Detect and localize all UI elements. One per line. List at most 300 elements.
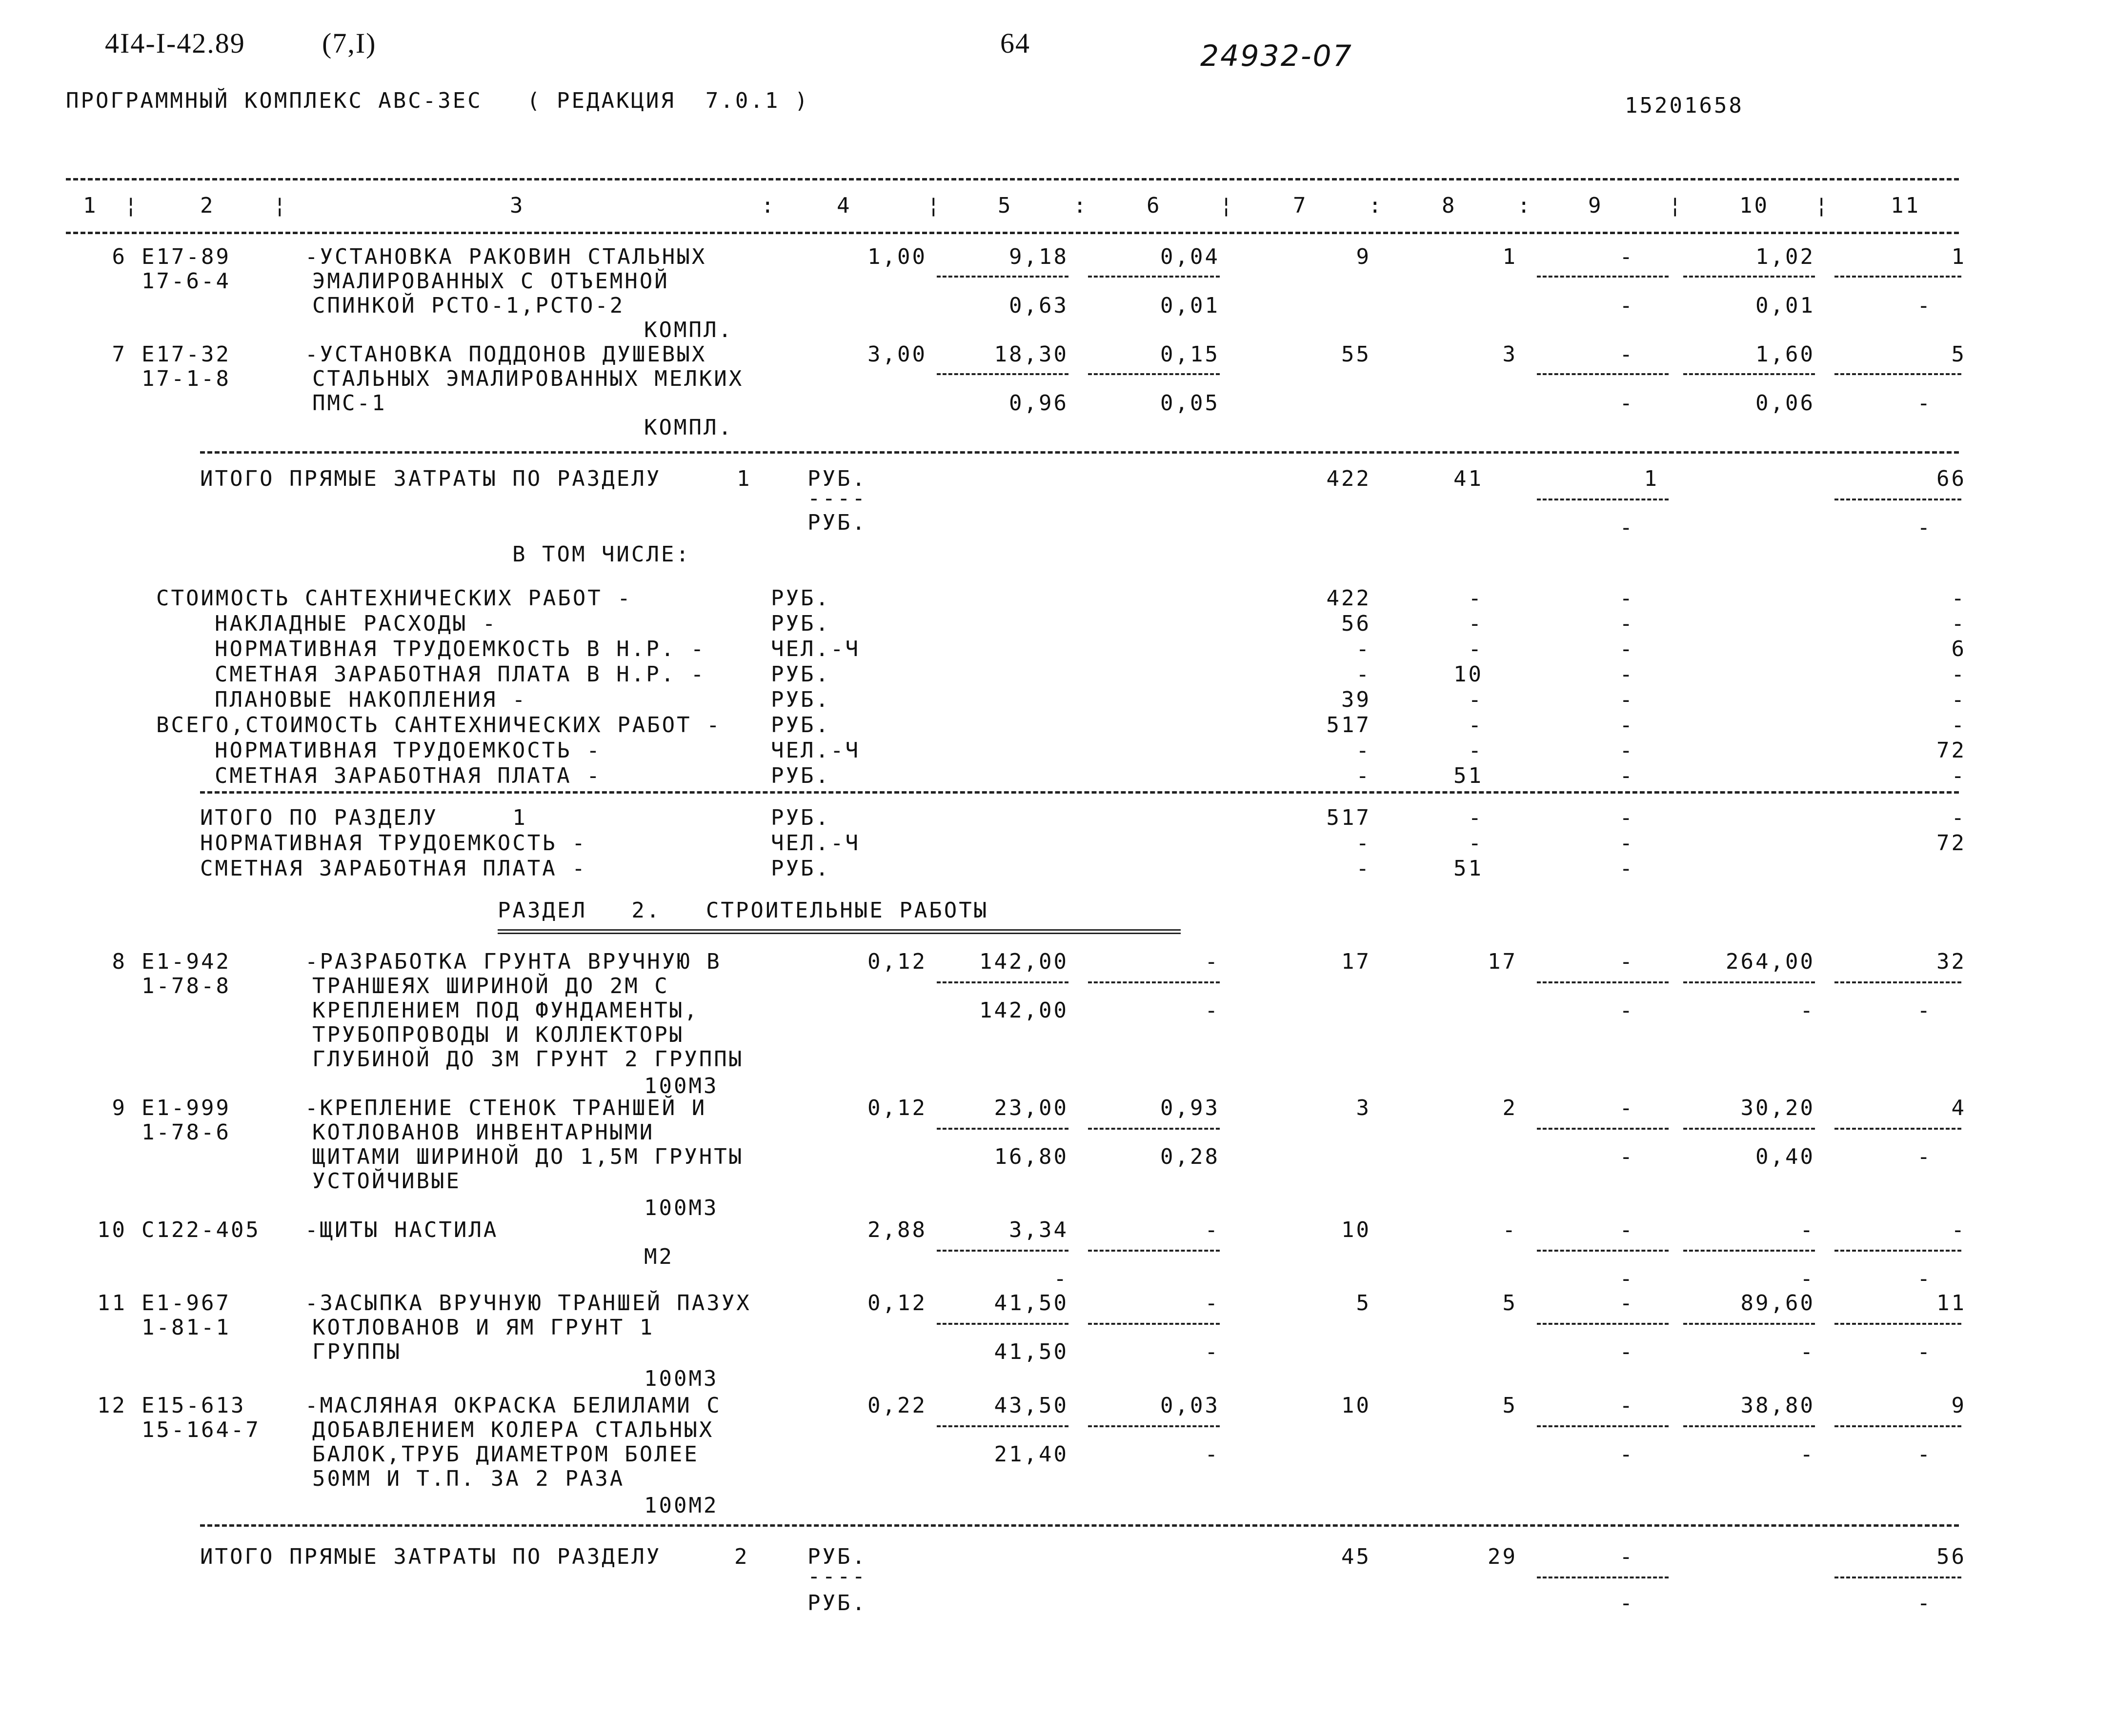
labor-per-unit: 38,80 bbox=[1740, 1393, 1815, 1418]
section2-title: РАЗДЕЛ 2. СТРОИТЕЛЬНЫЕ РАБОТЫ bbox=[498, 898, 989, 923]
labor-per-unit: - bbox=[1800, 1266, 1815, 1291]
cost-label: СМЕТНАЯ ЗАРАБОТНАЯ ПЛАТА - bbox=[215, 763, 602, 788]
total-cost: 17 bbox=[1341, 949, 1371, 974]
subtotal-rule bbox=[1537, 1250, 1669, 1252]
cost-label: СМЕТНАЯ ЗАРАБОТНАЯ ПЛАТА - bbox=[200, 856, 587, 881]
work-name: СПИНКОЙ РСТО-1,РСТО-2 bbox=[312, 293, 625, 318]
col9-value: - bbox=[1619, 1291, 1634, 1316]
subtotal-rule bbox=[937, 276, 1068, 278]
unit-cost-wages: 16,80 bbox=[994, 1144, 1068, 1169]
col9-value: - bbox=[1619, 1393, 1634, 1418]
total-cost: 3 bbox=[1356, 1096, 1371, 1120]
unit-cost: 9,18 bbox=[1009, 244, 1068, 269]
col-header-6: 6 bbox=[1147, 193, 1162, 218]
col9-value: - bbox=[1619, 637, 1634, 661]
work-name: СТАЛЬНЫХ ЭМАЛИРОВАННЫХ МЕЛКИХ bbox=[312, 366, 744, 391]
work-name: -ЗАСЫПКА ВРУЧНУЮ ТРАНШЕЙ ПАЗУХ bbox=[305, 1291, 751, 1316]
labor-total: 72 bbox=[1936, 738, 1966, 763]
col9-value: - bbox=[1619, 1266, 1634, 1291]
col9-value: - bbox=[1619, 1544, 1634, 1569]
labor-per-unit: - bbox=[1800, 1442, 1815, 1467]
col9-value: - bbox=[1619, 586, 1634, 611]
wages-total: - bbox=[1468, 738, 1483, 763]
handwritten-number: 24932-07 bbox=[1200, 39, 1353, 73]
work-name: ТРАНШЕЯХ ШИРИНОЙ ДО 2М С bbox=[312, 974, 669, 998]
labor-per-unit: 1,60 bbox=[1755, 342, 1815, 367]
subtotal-rule bbox=[1683, 1128, 1815, 1130]
norm-code-ref: 15-164-7 bbox=[141, 1417, 261, 1442]
section-number: 2 bbox=[734, 1544, 749, 1569]
wages-total: 10 bbox=[1453, 662, 1483, 687]
work-name: ЩИТАМИ ШИРИНОЙ ДО 1,5М ГРУНТЫ bbox=[312, 1144, 744, 1169]
subtotal-rule bbox=[1683, 276, 1815, 278]
norm-code-ref: 1-78-6 bbox=[141, 1120, 231, 1145]
quantity: 0,12 bbox=[867, 1291, 927, 1316]
subtotal-rule bbox=[937, 1323, 1068, 1325]
unit-label: РУБ. bbox=[771, 611, 830, 636]
subtotal-rule bbox=[1834, 499, 1961, 500]
unit-cost-wages: - bbox=[1053, 1266, 1068, 1291]
total-label: ИТОГО ПРЯМЫЕ ЗАТРАТЫ ПО РАЗДЕЛУ bbox=[200, 466, 662, 491]
labor-total: 32 bbox=[1936, 949, 1966, 974]
wages-total: 5 bbox=[1502, 1291, 1517, 1316]
unit-label: ЧЕЛ.-Ч bbox=[771, 738, 860, 763]
norm-code-ref: 1-78-8 bbox=[141, 974, 231, 998]
machine-cost: 0,03 bbox=[1160, 1393, 1220, 1418]
unit-cost-wages: 0,63 bbox=[1009, 293, 1068, 318]
labor-total: 72 bbox=[1936, 831, 1966, 856]
table-top-rule bbox=[66, 178, 1959, 180]
unit-separator: ---- bbox=[807, 1564, 867, 1589]
work-name: -КРЕПЛЕНИЕ СТЕНОК ТРАНШЕЙ И bbox=[305, 1096, 707, 1120]
labor-total: - bbox=[1917, 1591, 1932, 1616]
col9-value: - bbox=[1619, 342, 1634, 367]
col-divider: : bbox=[1073, 193, 1088, 218]
including-title: В ТОМ ЧИСЛЕ: bbox=[512, 542, 691, 567]
labor-total: - bbox=[1917, 1442, 1932, 1467]
work-name: КРЕПЛЕНИЕМ ПОД ФУНДАМЕНТЫ, bbox=[312, 998, 699, 1023]
col9-value: - bbox=[1619, 293, 1634, 318]
col9-value: - bbox=[1619, 1339, 1634, 1364]
quantity: 1,00 bbox=[867, 244, 927, 269]
work-name: -УСТАНОВКА ПОДДОНОВ ДУШЕВЫХ bbox=[305, 342, 707, 367]
unit-label: 100М3 bbox=[644, 1074, 719, 1098]
subtotal-rule bbox=[937, 1128, 1068, 1130]
subtotal-rule bbox=[1683, 1250, 1815, 1252]
labor-total: - bbox=[1917, 391, 1932, 416]
unit-label: М2 bbox=[644, 1244, 674, 1269]
subtotal-rule bbox=[1537, 276, 1669, 278]
header-bottom-rule bbox=[66, 232, 1959, 234]
total-cost: 10 bbox=[1341, 1217, 1371, 1242]
quantity: 2,88 bbox=[867, 1217, 927, 1242]
col-divider: : bbox=[1517, 193, 1532, 218]
subtotal-rule bbox=[1088, 373, 1220, 375]
labor-total: 56 bbox=[1936, 1544, 1966, 1569]
section-rule bbox=[200, 1524, 1959, 1527]
labor-total: 66 bbox=[1936, 466, 1966, 491]
subtotal-rule bbox=[1537, 1576, 1669, 1578]
unit-separator: ---- bbox=[807, 486, 867, 511]
unit-label: РУБ. bbox=[771, 856, 830, 881]
col9-value: - bbox=[1619, 687, 1634, 712]
subtotal-rule bbox=[1683, 981, 1815, 983]
wages-total: - bbox=[1468, 805, 1483, 830]
subtotal-rule bbox=[1088, 1128, 1220, 1130]
total-cost: - bbox=[1356, 856, 1371, 881]
document-code: 4I4-I-42.89 bbox=[105, 27, 245, 59]
work-name: КОТЛОВАНОВ ИНВЕНТАРНЫМИ bbox=[312, 1120, 655, 1145]
unit-label: ЧЕЛ.-Ч bbox=[771, 831, 860, 856]
machine-cost: 0,04 bbox=[1160, 244, 1220, 269]
unit-cost: 43,50 bbox=[994, 1393, 1068, 1418]
col9-value: - bbox=[1619, 1217, 1634, 1242]
norm-code: E1-999 bbox=[141, 1096, 231, 1120]
unit-label: РУБ. bbox=[807, 510, 867, 535]
work-name: -РАЗРАБОТКА ГРУНТА ВРУЧНУЮ В bbox=[305, 949, 722, 974]
wages-total: 41 bbox=[1453, 466, 1483, 491]
subtotal-rule bbox=[1537, 981, 1669, 983]
col-divider: : bbox=[1369, 193, 1384, 218]
col9-value: - bbox=[1619, 713, 1634, 738]
machine-cost: 0,93 bbox=[1160, 1096, 1220, 1120]
norm-code: C122-405 bbox=[141, 1217, 261, 1242]
labor-total: 6 bbox=[1951, 637, 1966, 661]
subtotal-rule bbox=[1537, 499, 1669, 500]
unit-label: 100М3 bbox=[644, 1366, 719, 1391]
col9-value: - bbox=[1619, 805, 1634, 830]
wages-total: 17 bbox=[1488, 949, 1517, 974]
labor-total: - bbox=[1917, 515, 1932, 540]
cost-label: НОРМАТИВНАЯ ТРУДОЕМКОСТЬ - bbox=[200, 831, 587, 856]
labor-total: 9 bbox=[1951, 1393, 1966, 1418]
col9-value: - bbox=[1619, 1096, 1634, 1120]
work-name: ЭМАЛИРОВАННЫХ С ОТЪЕМНОЙ bbox=[312, 269, 669, 294]
col-divider: : bbox=[761, 193, 776, 218]
cost-label: НАКЛАДНЫЕ РАСХОДЫ - bbox=[215, 611, 498, 636]
labor-per-unit: 264,00 bbox=[1726, 949, 1815, 974]
col-header-11: 11 bbox=[1891, 193, 1920, 218]
subtotal-rule bbox=[937, 373, 1068, 375]
work-name: ТРУБОПРОВОДЫ И КОЛЛЕКТОРЫ bbox=[312, 1022, 685, 1047]
total-cost: - bbox=[1356, 831, 1371, 856]
work-name: ПМС-1 bbox=[312, 391, 387, 416]
labor-total: - bbox=[1917, 1339, 1932, 1364]
subtotal-rule bbox=[937, 1425, 1068, 1427]
item-number: 11 bbox=[97, 1291, 127, 1316]
col9-value: - bbox=[1619, 1442, 1634, 1467]
labor-total: - bbox=[1951, 805, 1966, 830]
labor-total: - bbox=[1951, 1217, 1966, 1242]
labor-total: - bbox=[1917, 1266, 1932, 1291]
unit-cost-wages: 0,96 bbox=[1009, 391, 1068, 416]
document-part: (7,I) bbox=[322, 27, 377, 59]
unit-label: РУБ. bbox=[771, 713, 830, 738]
unit-label: КОМПЛ. bbox=[644, 318, 733, 342]
subtotal-rule bbox=[1537, 1425, 1669, 1427]
section2-title-underline bbox=[498, 929, 1181, 934]
total-cost: 10 bbox=[1341, 1393, 1371, 1418]
norm-code-ref: 17-1-8 bbox=[141, 366, 231, 391]
wages-total: 5 bbox=[1502, 1393, 1517, 1418]
unit-label: РУБ. bbox=[807, 1591, 867, 1616]
col9-value: - bbox=[1619, 515, 1634, 540]
labor-total: - bbox=[1917, 998, 1932, 1023]
section-number: 1 bbox=[737, 466, 752, 491]
item-number: 6 bbox=[112, 244, 127, 269]
unit-label: 100М3 bbox=[644, 1196, 719, 1220]
col9-value: - bbox=[1619, 662, 1634, 687]
labor-per-unit: 0,40 bbox=[1755, 1144, 1815, 1169]
unit-label: РУБ. bbox=[771, 586, 830, 611]
total-cost: 422 bbox=[1326, 586, 1371, 611]
subtotal-rule bbox=[1683, 1323, 1815, 1325]
total-cost: 517 bbox=[1326, 713, 1371, 738]
labor-total: 4 bbox=[1951, 1096, 1966, 1120]
section-rule bbox=[200, 791, 1959, 794]
total-cost: 45 bbox=[1341, 1544, 1371, 1569]
wages-total: - bbox=[1468, 586, 1483, 611]
col9-value: - bbox=[1619, 738, 1634, 763]
unit-label: РУБ. bbox=[771, 805, 830, 830]
unit-cost-wages: 41,50 bbox=[994, 1339, 1068, 1364]
quantity: 0,12 bbox=[867, 949, 927, 974]
subtotal-rule bbox=[1834, 1128, 1961, 1130]
total-cost: 517 bbox=[1326, 805, 1371, 830]
item-number: 9 bbox=[112, 1096, 127, 1120]
labor-total: - bbox=[1951, 586, 1966, 611]
col-divider: ¦ bbox=[1220, 193, 1235, 218]
total-cost: - bbox=[1356, 763, 1371, 788]
norm-code: E17-32 bbox=[141, 342, 231, 367]
col-divider: ¦ bbox=[1669, 193, 1684, 218]
quantity: 3,00 bbox=[867, 342, 927, 367]
wages-total: - bbox=[1468, 831, 1483, 856]
total-cost: 56 bbox=[1341, 611, 1371, 636]
unit-label: РУБ. bbox=[807, 1544, 867, 1569]
unit-label: 100М2 bbox=[644, 1493, 719, 1518]
unit-label: ЧЕЛ.-Ч bbox=[771, 637, 860, 661]
subtotal-rule bbox=[1537, 1128, 1669, 1130]
machine-cost: - bbox=[1205, 1217, 1220, 1242]
work-name: ГРУППЫ bbox=[312, 1339, 402, 1364]
cost-label: ВСЕГО,СТОИМОСТЬ САНТЕХНИЧЕСКИХ РАБОТ - bbox=[156, 713, 722, 738]
machine-cost-wages: - bbox=[1205, 998, 1220, 1023]
machine-cost-wages: 0,01 bbox=[1160, 293, 1220, 318]
subtotal-rule bbox=[1834, 373, 1961, 375]
col-header-1: 1 bbox=[83, 193, 98, 218]
unit-label: РУБ. bbox=[771, 662, 830, 687]
total-cost: - bbox=[1356, 662, 1371, 687]
subtotal-rule bbox=[1088, 1323, 1220, 1325]
unit-cost: 142,00 bbox=[979, 949, 1068, 974]
col-header-8: 8 bbox=[1442, 193, 1457, 218]
wages-total: - bbox=[1468, 611, 1483, 636]
cost-label: ИТОГО ПО РАЗДЕЛУ 1 bbox=[200, 805, 527, 830]
labor-per-unit: 1,02 bbox=[1755, 244, 1815, 269]
subtotal-rule bbox=[937, 981, 1068, 983]
col9-value: - bbox=[1619, 856, 1634, 881]
col9-value: - bbox=[1619, 1591, 1634, 1616]
col-divider: ¦ bbox=[273, 193, 288, 218]
unit-cost: 41,50 bbox=[994, 1291, 1068, 1316]
norm-code-ref: 17-6-4 bbox=[141, 269, 231, 294]
wages-total: - bbox=[1468, 687, 1483, 712]
machine-cost: - bbox=[1205, 1291, 1220, 1316]
machine-cost-wages: - bbox=[1205, 1339, 1220, 1364]
work-name: БАЛОК,ТРУБ ДИАМЕТРОМ БОЛЕЕ bbox=[312, 1442, 699, 1467]
unit-cost-wages: 142,00 bbox=[979, 998, 1068, 1023]
col9-value: - bbox=[1619, 998, 1634, 1023]
program-name: ПРОГРАММНЫЙ КОМПЛЕКС АВС-3ЕС bbox=[66, 88, 483, 113]
subtotal-rule bbox=[1683, 1425, 1815, 1427]
col-header-7: 7 bbox=[1293, 193, 1308, 218]
subtotal-rule bbox=[1834, 276, 1961, 278]
total-cost: - bbox=[1356, 738, 1371, 763]
col9-value: - bbox=[1619, 391, 1634, 416]
machine-cost-wages: - bbox=[1205, 1442, 1220, 1467]
unit-label: РУБ. bbox=[771, 687, 830, 712]
col-header-3: 3 bbox=[510, 193, 525, 218]
norm-code: E1-967 bbox=[141, 1291, 231, 1316]
col9-value: - bbox=[1619, 949, 1634, 974]
labor-total: - bbox=[1917, 1144, 1932, 1169]
work-name: -МАСЛЯНАЯ ОКРАСКА БЕЛИЛАМИ С bbox=[305, 1393, 722, 1418]
subtotal-rule bbox=[1834, 1323, 1961, 1325]
subtotal-rule bbox=[1088, 276, 1220, 278]
subtotal-rule bbox=[1834, 1250, 1961, 1252]
serial-number: 15201658 bbox=[1625, 93, 1744, 118]
work-name: УСТОЙЧИВЫЕ bbox=[312, 1169, 461, 1194]
cost-label: СМЕТНАЯ ЗАРАБОТНАЯ ПЛАТА В Н.Р. - bbox=[215, 662, 706, 687]
subtotal-rule bbox=[1088, 981, 1220, 983]
col-header-9: 9 bbox=[1588, 193, 1603, 218]
subtotal-rule bbox=[1088, 1250, 1220, 1252]
col-header-4: 4 bbox=[837, 193, 852, 218]
total-cost: 39 bbox=[1341, 687, 1371, 712]
labor-total: - bbox=[1951, 662, 1966, 687]
work-name: ГЛУБИНОЙ ДО 3М ГРУНТ 2 ГРУППЫ bbox=[312, 1047, 744, 1072]
work-name: 50ММ И Т.П. ЗА 2 РАЗА bbox=[312, 1466, 625, 1491]
col-divider: ¦ bbox=[927, 193, 942, 218]
col9-value: - bbox=[1619, 1144, 1634, 1169]
unit-cost: 3,34 bbox=[1009, 1217, 1068, 1242]
labor-per-unit: 89,60 bbox=[1740, 1291, 1815, 1316]
work-name: КОТЛОВАНОВ И ЯМ ГРУНТ 1 bbox=[312, 1315, 655, 1340]
labor-per-unit: 30,20 bbox=[1740, 1096, 1815, 1120]
item-number: 7 bbox=[112, 342, 127, 367]
unit-cost: 23,00 bbox=[994, 1096, 1068, 1120]
cost-label: СТОИМОСТЬ САНТЕХНИЧЕСКИХ РАБОТ - bbox=[156, 586, 632, 611]
program-edition: ( РЕДАКЦИЯ 7.0.1 ) bbox=[527, 88, 810, 113]
labor-total: - bbox=[1951, 611, 1966, 636]
quantity: 0,22 bbox=[867, 1393, 927, 1418]
total-label: ИТОГО ПРЯМЫЕ ЗАТРАТЫ ПО РАЗДЕЛУ bbox=[200, 1544, 662, 1569]
item-number: 8 bbox=[112, 949, 127, 974]
unit-cost: 18,30 bbox=[994, 342, 1068, 367]
work-name: ДОБАВЛЕНИЕМ КОЛЕРА СТАЛЬНЫХ bbox=[312, 1417, 714, 1442]
labor-per-unit: - bbox=[1800, 1339, 1815, 1364]
unit-label: КОМПЛ. bbox=[644, 415, 733, 440]
wages-total: 29 bbox=[1488, 1544, 1517, 1569]
item-number: 12 bbox=[97, 1393, 127, 1418]
wages-total: 1 bbox=[1502, 244, 1517, 269]
total-cost: 55 bbox=[1341, 342, 1371, 367]
subtotal-rule bbox=[1834, 981, 1961, 983]
wages-total: 3 bbox=[1502, 342, 1517, 367]
unit-cost-wages: 21,40 bbox=[994, 1442, 1068, 1467]
wages-total: 51 bbox=[1453, 856, 1483, 881]
subtotal-rule bbox=[1834, 1576, 1961, 1578]
col9-value: - bbox=[1619, 244, 1634, 269]
cost-label: ПЛАНОВЫЕ НАКОПЛЕНИЯ - bbox=[215, 687, 527, 712]
col-divider: ¦ bbox=[1815, 193, 1830, 218]
machine-cost: - bbox=[1205, 949, 1220, 974]
wages-total: - bbox=[1468, 637, 1483, 661]
labor-per-unit: - bbox=[1800, 998, 1815, 1023]
labor-total: - bbox=[1951, 763, 1966, 788]
unit-label: РУБ. bbox=[771, 763, 830, 788]
work-name: -ЩИТЫ НАСТИЛА bbox=[305, 1217, 499, 1242]
wages-total: - bbox=[1468, 713, 1483, 738]
labor-per-unit: 0,01 bbox=[1755, 293, 1815, 318]
wages-total: 51 bbox=[1453, 763, 1483, 788]
norm-code: E15-613 bbox=[141, 1393, 246, 1418]
cost-label: НОРМАТИВНАЯ ТРУДОЕМКОСТЬ В Н.Р. - bbox=[215, 637, 706, 661]
col-divider: ¦ bbox=[124, 193, 140, 218]
labor-per-unit: 0,06 bbox=[1755, 391, 1815, 416]
machine-cost-wages: 0,28 bbox=[1160, 1144, 1220, 1169]
labor-total: 5 bbox=[1951, 342, 1966, 367]
subtotal-rule bbox=[1537, 1323, 1669, 1325]
quantity: 0,12 bbox=[867, 1096, 927, 1120]
subtotal-rule bbox=[1537, 373, 1669, 375]
col9-value: 1 bbox=[1644, 466, 1659, 491]
machine-cost: 0,15 bbox=[1160, 342, 1220, 367]
norm-code-ref: 1-81-1 bbox=[141, 1315, 231, 1340]
col-header-2: 2 bbox=[200, 193, 215, 218]
labor-total: - bbox=[1951, 713, 1966, 738]
labor-total: 11 bbox=[1936, 1291, 1966, 1316]
section-rule bbox=[200, 451, 1959, 454]
subtotal-rule bbox=[1834, 1425, 1961, 1427]
subtotal-rule bbox=[1088, 1425, 1220, 1427]
wages-total: - bbox=[1502, 1217, 1517, 1242]
total-cost: 422 bbox=[1326, 466, 1371, 491]
subtotal-rule bbox=[1683, 373, 1815, 375]
col-header-5: 5 bbox=[998, 193, 1013, 218]
labor-total: - bbox=[1917, 293, 1932, 318]
item-number: 10 bbox=[97, 1217, 127, 1242]
wages-total: 2 bbox=[1502, 1096, 1517, 1120]
labor-total: - bbox=[1951, 687, 1966, 712]
col9-value: - bbox=[1619, 611, 1634, 636]
machine-cost-wages: 0,05 bbox=[1160, 391, 1220, 416]
work-name: -УСТАНОВКА РАКОВИН СТАЛЬНЫХ bbox=[305, 244, 707, 269]
unit-label: РУБ. bbox=[807, 466, 867, 491]
page-number: 64 bbox=[1000, 27, 1030, 59]
col9-value: - bbox=[1619, 763, 1634, 788]
cost-label: НОРМАТИВНАЯ ТРУДОЕМКОСТЬ - bbox=[215, 738, 602, 763]
total-cost: 5 bbox=[1356, 1291, 1371, 1316]
labor-total: 1 bbox=[1951, 244, 1966, 269]
col-header-10: 10 bbox=[1739, 193, 1769, 218]
norm-code: E1-942 bbox=[141, 949, 231, 974]
total-cost: 9 bbox=[1356, 244, 1371, 269]
norm-code: E17-89 bbox=[141, 244, 231, 269]
subtotal-rule bbox=[937, 1250, 1068, 1252]
total-cost: - bbox=[1356, 637, 1371, 661]
